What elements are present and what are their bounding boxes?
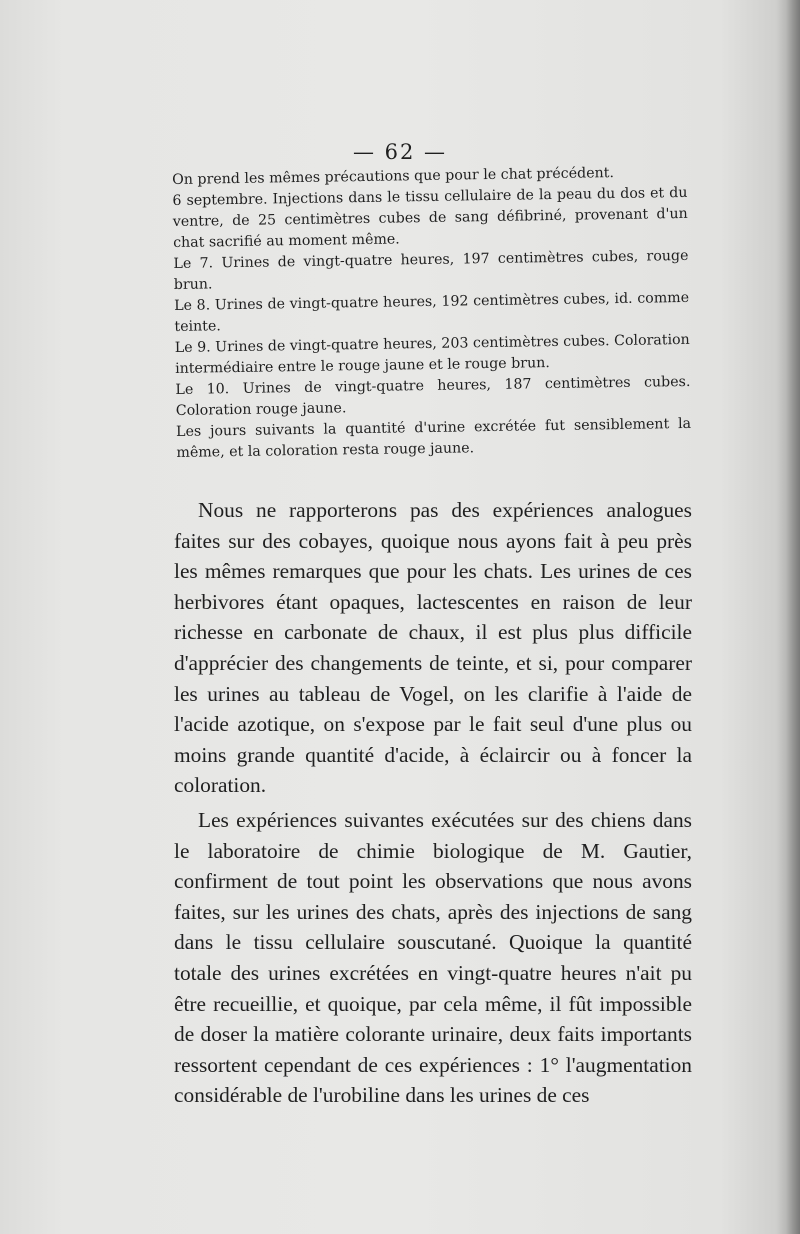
note-le-8: Le 8. Urines de vingt-quatre heures, 192 centimètres cubes, id. comme teinte. — [174, 289, 690, 335]
paragraph-chiens: Les expériences suivantes exécutées sur des chiens dans le laboratoire de chimie biologique de M. Gautier, confirment de tout point les observations que nous avons faites, sur les urines des chats, après des injections de sang dans le tissu cellulaire souscutané. Quoique la quantité totale des urines excrétées en vingt-quatre heures n'ait pu être recueillie, et quoique, par cela même, il fût impossible de doser la matière colorante urinaire, deux faits importants ressortent cependant de ces expériences : 1° l'augmentation considérable de l'urobiline dans les urines de ces — [174, 807, 692, 1108]
note-le-7: Le 7. Urines de vingt-quatre heures, 197 centimètres cubes, rouge brun. — [173, 247, 689, 293]
paragraph-cobayes: Nous ne rapporterons pas des expériences analogues faites sur des cobayes, quoique nous ayons fait à peu près les mêmes remarques que pour les chats. Les urines de ces herbivores étant opaques, lactescentes en raison de leur richesse en carbonate de chaux, il est plus plus difficile d'apprécier des changements de teinte, et si, pour comparer les urines au tableau de Vogel, on les clarifie à l'aide de l'acide azotique, on s'expose par le fait seul d'une plus ou moins grande quantité d'acide, à éclaircir ou à foncer la coloration. — [174, 498, 692, 798]
experiment-notes — [172, 162, 692, 464]
main-text — [174, 495, 692, 1111]
page-edge-shadow — [786, 0, 800, 1234]
note-le-9: Le 9. Urines de vingt-quatre heures, 203 centimètres cubes. Coloration intermédiaire entre le rouge jaune et le rouge brun. — [174, 331, 690, 377]
note-6-septembre: 6 septembre. Injections dans le tissu cellulaire de la peau du dos et du ventre, de 25 centimètres cubes de sang défibriné, provenant d'un chat sacrifié au moment même. — [172, 184, 688, 251]
page-number: — 62 — — [352, 140, 448, 164]
note-jours-suivants: Les jours suivants la quantité d'urine excrétée fut sensiblement la même, et la coloration resta rouge jaune. — [175, 415, 692, 461]
note-le-10: Le 10. Urines de vingt-quatre heures, 187 centimètres cubes. Coloration rouge jaune. — [175, 373, 691, 419]
note-precautions: On prend les mêmes précautions que pour le chat précédent. — [172, 165, 615, 188]
